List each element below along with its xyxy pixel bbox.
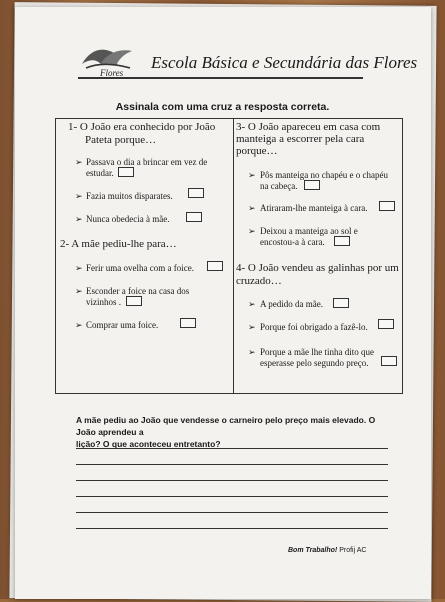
logo-text: Flores: [100, 68, 124, 78]
q3-option-2-checkbox[interactable]: [379, 201, 395, 211]
q2-option-2-line-2: vizinhos .: [86, 297, 121, 307]
arrow-bullet-icon: ➢: [75, 157, 83, 167]
arrow-bullet-icon: ➢: [248, 299, 256, 309]
arrow-bullet-icon: ➢: [248, 170, 256, 180]
arrow-bullet-icon: ➢: [248, 347, 256, 357]
open-question: [76, 414, 396, 450]
q3-option-3-line-1: Deixou a manteiga ao sol e: [260, 226, 358, 236]
q4-option-3-checkbox[interactable]: [381, 356, 397, 366]
question-3-line-1: 3- O João apareceu em casa com: [236, 121, 381, 133]
footer-signoff: Bom Trabalho!: [288, 547, 338, 554]
column-divider: [233, 118, 234, 394]
q4-option-2-text: Porque foi obrigado a fazê-lo.: [260, 322, 368, 332]
q4-option-2-checkbox[interactable]: [378, 319, 394, 329]
arrow-bullet-icon: ➢: [248, 226, 256, 236]
q4-option-3-line-1: Porque a mãe lhe tinha dito que: [260, 347, 374, 357]
arrow-bullet-icon: ➢: [248, 203, 256, 213]
question-4-line-2: cruzado…: [236, 275, 282, 287]
question-1-line-1: 1- O João era conhecido por João: [68, 121, 216, 133]
q3-option-2-text: Atiraram-lhe manteiga à cara.: [260, 203, 368, 213]
question-3-line-2: manteiga a escorrer pela cara: [236, 133, 365, 145]
q3-option-1-checkbox[interactable]: [304, 180, 320, 190]
arrow-bullet-icon: ➢: [75, 320, 83, 330]
footer: [288, 547, 366, 554]
q2-option-1-checkbox[interactable]: [207, 261, 223, 271]
answer-line[interactable]: [76, 448, 388, 449]
school-name: Escola Básica e Secundária das Flores: [151, 53, 418, 72]
q1-option-1-line-1: Passava o dia a brincar em vez de: [86, 157, 208, 167]
arrow-bullet-icon: ➢: [75, 286, 83, 296]
answer-line[interactable]: [76, 512, 388, 513]
q2-option-3-text: Comprar uma foice.: [86, 320, 159, 330]
q2-option-3-checkbox[interactable]: [180, 318, 196, 328]
answer-line[interactable]: [76, 528, 388, 529]
arrow-bullet-icon: ➢: [248, 322, 256, 332]
q2-option-2-checkbox[interactable]: [126, 296, 142, 306]
q1-option-2-checkbox[interactable]: [188, 188, 204, 198]
arrow-bullet-icon: ➢: [75, 214, 83, 224]
q3-option-3-line-2: encostou-a à cara.: [260, 237, 325, 247]
answer-line[interactable]: [76, 480, 388, 481]
question-3-line-3: porque…: [236, 145, 278, 157]
question-1-line-2: Pateta porque…: [85, 134, 157, 146]
question-2-title: 2- A mãe pediu-lhe para…: [60, 238, 177, 250]
answer-line[interactable]: [76, 496, 388, 497]
q3-option-1-line-1: Pôs manteiga no chapéu e o chapéu: [260, 170, 388, 180]
q4-option-3-line-2: esperasse pelo segundo preço.: [260, 358, 369, 368]
header-divider: [78, 77, 363, 79]
arrow-bullet-icon: ➢: [75, 191, 83, 201]
question-4-line-1: 4- O João vendeu as galinhas por um: [236, 262, 399, 274]
arrow-bullet-icon: ➢: [75, 263, 83, 273]
footer-author: Profij AC: [339, 547, 367, 554]
q3-option-1-line-2: na cabeça.: [260, 181, 298, 191]
q4-option-1-text: A pedido da mãe.: [260, 299, 323, 309]
open-question-line-2: lição? O que aconteceu entretanto?: [76, 439, 221, 449]
q3-option-3-checkbox[interactable]: [334, 236, 350, 246]
q1-option-2-text: Fazia muitos disparates.: [86, 191, 173, 201]
q2-option-2-line-1: Esconder a foice na casa dos: [86, 286, 190, 296]
answer-line[interactable]: [76, 464, 388, 465]
q1-option-1-checkbox[interactable]: [118, 167, 134, 177]
q2-option-1-text: Ferir uma ovelha com a foice.: [86, 263, 194, 273]
school-logo: [78, 44, 136, 78]
q4-option-1-checkbox[interactable]: [333, 298, 349, 308]
q1-option-3-checkbox[interactable]: [186, 212, 202, 222]
q1-option-1-line-2: estudar.: [86, 168, 114, 178]
q1-option-3-text: Nunca obedecia à mãe.: [86, 214, 170, 224]
open-question-line-1: A mãe pediu ao João que vendesse o carneiro pelo preço mais elevado. O João aprendeu a: [76, 415, 376, 437]
instruction-heading: Assinala com uma cruz a resposta correta.: [115, 101, 330, 113]
